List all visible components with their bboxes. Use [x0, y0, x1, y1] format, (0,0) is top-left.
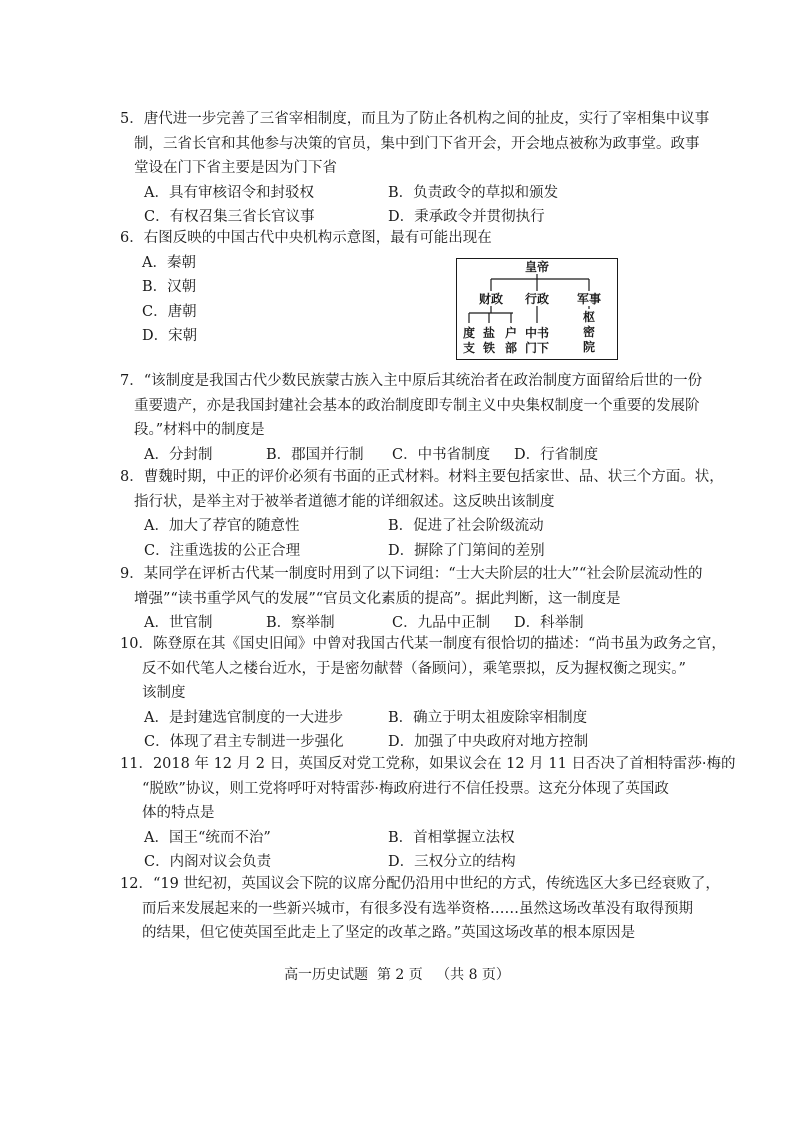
q6-stem: 6．右图反映的中国古代中央机构示意图，最有可能出现在 [120, 230, 492, 246]
q5-line-3: 堂设在门下省主要是因为门下省 [134, 160, 337, 176]
q7-options-row [120, 443, 706, 468]
q10-line-3: 该制度 [142, 685, 186, 701]
q10-option-d[interactable]: D．加强了中央政府对地方控制 [388, 734, 589, 750]
q7-option-b[interactable]: B．郡国并行制 [266, 446, 364, 463]
diagram-mid-military: 军事 [576, 292, 602, 306]
page-footer: 高一历史试题 第 2 页 （共 8 页） [284, 967, 510, 983]
q8-option-b[interactable]: B．促进了社会阶级流动 [388, 518, 544, 534]
diagram-shumiyuan-1: 枢 [582, 310, 596, 324]
q8-option-c[interactable]: C．注重选拔的公正合理 [144, 542, 301, 559]
question-5 [120, 107, 710, 230]
diagram-shumiyuan-3: 院 [582, 340, 596, 354]
diagram-zhongshu: 中书 [524, 326, 550, 340]
q9-option-d[interactable]: D．科举制 [514, 615, 584, 631]
q5-option-b[interactable]: B．负责政令的草拟和颁发 [388, 184, 559, 201]
diagram-mid-finance: 财政 [478, 292, 504, 306]
question-11 [120, 752, 736, 875]
q10-option-c[interactable]: C．体现了君主专制进一步强化 [144, 734, 344, 750]
q5-options-row-1 [120, 181, 706, 206]
q5-option-a[interactable]: A．具有审核诏令和封驳权 [144, 184, 314, 201]
q5-line-2: 制，三省长官和其他参与决策的官员，集中到门下省开会，开会地点被称为政事堂。政事 [134, 135, 700, 152]
q11-options-row-2 [120, 850, 706, 875]
q12-line-3: 的结果，但它使英国至此走上了坚定的改革之路。”英国这场改革的根本原因是 [142, 925, 636, 941]
q7-option-d[interactable]: D．行省制度 [514, 446, 599, 463]
diagram-yantie-1: 盐 [482, 326, 496, 340]
q10-option-b[interactable]: B．确立于明太祖废除宰相制度 [388, 709, 588, 726]
q11-option-a[interactable]: A．国王“统而不治” [144, 829, 271, 846]
q5-line-1: 5．唐代进一步完善了三省宰相制度，而且为了防止各机构之间的扯皮，实行了宰相集中议事 [120, 111, 710, 127]
q11-option-d[interactable]: D．三权分立的结构 [388, 854, 516, 870]
q7-line-2: 重要遗产，亦是我国封建社会基本的政治制度即专制主义中央集权制度一个重要的发展阶 [134, 397, 700, 414]
q9-line-2: 增强”“读书重学风气的发展”“官员文化素质的提高”。据此判断，这一制度是 [134, 590, 621, 607]
q8-line-2: 指行状，是举主对于被举者道德才能的详细叙述。这反映出该制度 [134, 493, 555, 510]
q6-option-b[interactable]: B．汉朝 [142, 279, 197, 295]
q5-option-c[interactable]: C．有权召集三省长官议事 [144, 209, 315, 225]
diagram-hubu-1: 户 [504, 326, 518, 340]
diagram-duzhi-2: 支 [462, 341, 476, 355]
q8-line-1: 8．曹魏时期，中正的评价必须有书面的正式材料。材料主要包括家世、品、状三个方面。状， [120, 469, 724, 485]
question-12 [120, 872, 720, 946]
q10-line-2: 反不如代笔人之楼台近水，于是密勿献替（备顾问），乘笔票拟，反为握权衡之现实。” [142, 660, 686, 677]
q11-options-row-1 [120, 826, 706, 851]
q8-option-d[interactable]: D．摒除了门第间的差别 [388, 542, 545, 559]
q10-options-row-1 [120, 706, 706, 731]
q6-option-c[interactable]: C．唐朝 [142, 303, 197, 320]
q7-option-a[interactable]: A．分封制 [144, 446, 213, 463]
q6-option-a[interactable]: A．秦朝 [142, 254, 196, 271]
q12-line-1: 12．“19 世纪初，英国议会下院的议席分配仍沿用中世纪的方式，传统选区大多已经衰败了， [120, 876, 720, 892]
q10-options-row-2 [120, 730, 706, 755]
question-9 [120, 562, 706, 636]
q11-option-c[interactable]: C．内阁对议会负责 [144, 854, 272, 870]
question-6 [120, 226, 706, 349]
q7-line-3: 段。”材料中的制度是 [134, 422, 265, 438]
q8-option-a[interactable]: A．加大了荐官的随意性 [144, 518, 300, 534]
q10-option-a[interactable]: A．是封建选官制度的一大进步 [144, 709, 343, 726]
q6-option-d[interactable]: D．宋朝 [142, 328, 198, 344]
q8-options-row-2 [120, 539, 706, 564]
diagram-menxia: 门下 [524, 341, 550, 355]
diagram-top: 皇帝 [524, 260, 550, 274]
q12-line-2: 而后来发展起来的一些新兴城市，有很多没有选举资格……虽然这场改革没有取得预期 [142, 900, 693, 917]
q11-option-b[interactable]: B．首相掌握立法权 [388, 829, 515, 846]
q11-line-3: 体的特点是 [142, 805, 215, 821]
central-government-diagram [456, 258, 618, 360]
diagram-shumiyuan-2: 密 [582, 325, 596, 339]
q11-line-2: “脱欧”协议，则工党将呼吁对特雷莎·梅政府进行不信任投票。这充分体现了英国政 [142, 780, 669, 797]
q9-option-c[interactable]: C．九品中正制 [392, 615, 491, 631]
diagram-lines [457, 259, 617, 359]
q9-line-1: 9．某同学在评析古代某一制度时用到了以下词组：“士大夫阶层的壮大”“社会阶层流动性的 [120, 566, 703, 582]
diagram-duzhi-1: 度 [462, 326, 476, 340]
question-10 [120, 632, 726, 755]
q11-line-1: 11．2018 年 12 月 2 日，英国反对党工党称，如果议会在 12 月 11 日否决了首相特雷莎·梅的 [120, 756, 736, 772]
q7-line-1: 7．“该制度是我国古代少数民族蒙古族入主中原后其统治者在政治制度方面留给后世的一份 [120, 373, 703, 389]
q5-option-d[interactable]: D．秉承政令并贯彻执行 [388, 209, 545, 225]
diagram-yantie-2: 铁 [482, 341, 496, 355]
q8-options-row-1 [120, 514, 706, 539]
q7-option-c[interactable]: C．中书省制度 [392, 446, 491, 463]
q9-option-b[interactable]: B．察举制 [266, 615, 335, 631]
diagram-hubu-2: 部 [504, 341, 518, 355]
question-7 [120, 369, 706, 467]
q10-line-1: 10．陈登原在其《国史旧闻》中曾对我国古代某一制度有很恰切的描述：“尚书虽为政务之官， [120, 636, 726, 652]
q9-option-a[interactable]: A．世官制 [144, 615, 213, 631]
question-8 [120, 465, 724, 563]
diagram-mid-admin: 行政 [524, 292, 550, 306]
